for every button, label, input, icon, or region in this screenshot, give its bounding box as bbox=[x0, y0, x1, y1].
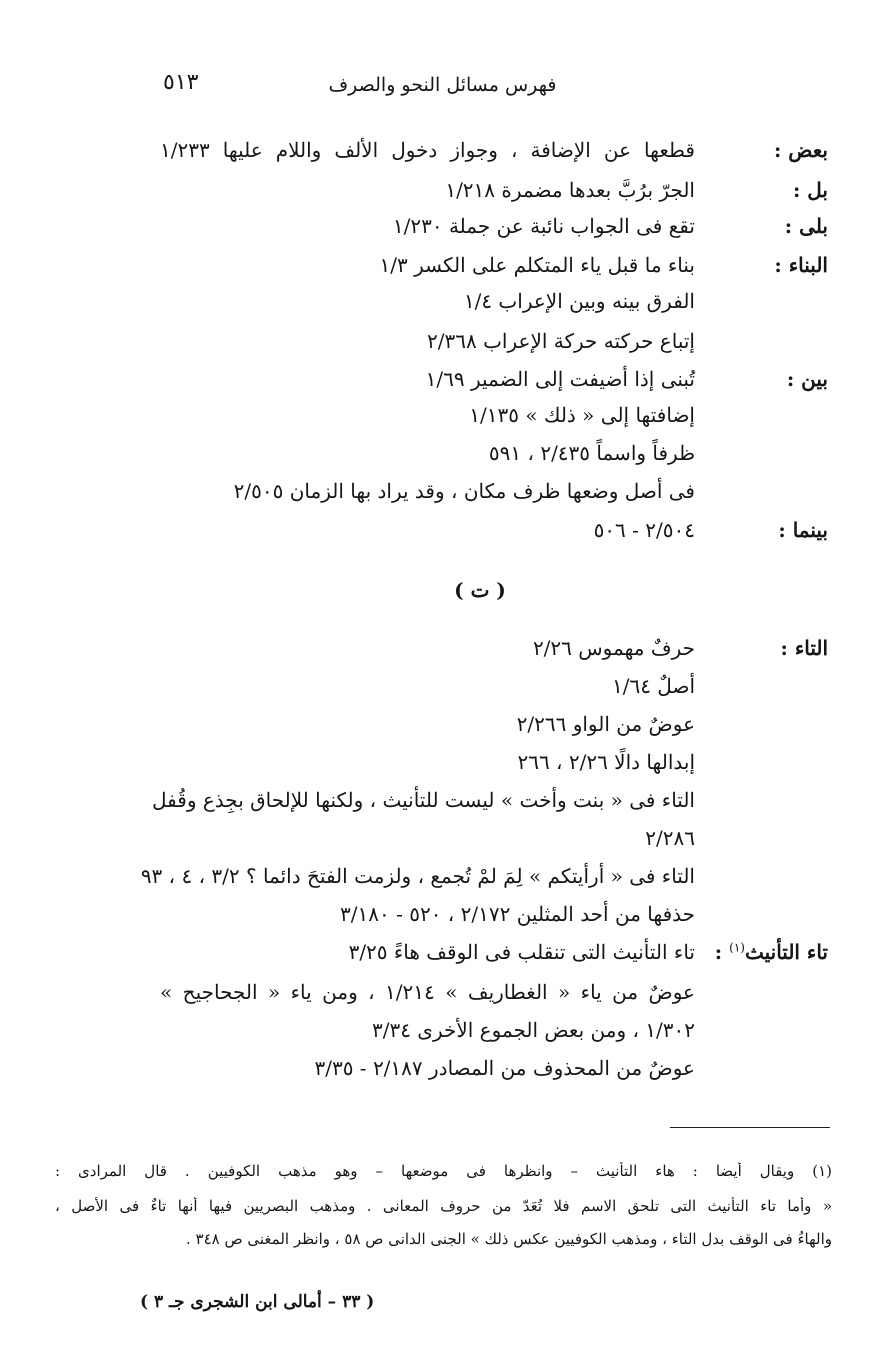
entry-line: تُبنى إذا أضيفت إلى الضمير ١/٦٩ bbox=[425, 367, 695, 391]
footnote-divider bbox=[670, 1127, 830, 1128]
headword-text: تاء التأنيث bbox=[744, 940, 828, 964]
entry-line: إبدالها دالًا ٢/٢٦ ، ٢٦٦ bbox=[517, 750, 695, 774]
page-number: ٥١٣ bbox=[163, 70, 199, 95]
entry-line: التاء فى « بنت وأخت » ليست للتأنيث ، ولكنها للإلحاق بجِذع وقُفل bbox=[152, 788, 695, 812]
page-header-title: فهرس مسائل النحو والصرف bbox=[328, 74, 557, 96]
printer-signature: ( ٣٣ – أمالى ابن الشجرى جـ ٣ ) bbox=[140, 1292, 375, 1312]
headword-baad: بعض : bbox=[773, 138, 828, 162]
headword-bala: بلى : bbox=[784, 214, 828, 238]
entry-line: عوضٌ من ياء « الغطاريف » ١/٢١٤ ، ومن ياء « الجحاجيح » bbox=[160, 980, 695, 1004]
footnote-line: « وأما تاء التأنيث التى تلحق الاسم فلا تُعَدّ من حروف المعانى . ومذهب البصريين فيها أنها تاءٌ فى الأصل ، bbox=[55, 1197, 832, 1215]
section-heading: ( ت ) bbox=[454, 578, 506, 602]
entry-line: إتباع حركته حركة الإعراب ٢/٣٦٨ bbox=[427, 329, 695, 353]
entry-line: أصلٌ ١/٦٤ bbox=[611, 674, 695, 698]
entry-line: ٢/٢٨٦ bbox=[645, 826, 695, 850]
entry-line: حذفها من أحد المثلين ٢/١٧٢ ، ٥٢٠ - ٣/١٨٠ bbox=[340, 902, 695, 926]
entry-line: حرفٌ مهموس ٢/٢٦ bbox=[532, 636, 695, 660]
headword-bayn: بين : bbox=[786, 367, 828, 391]
headword-colon: : bbox=[714, 940, 730, 964]
entry-line: ٢/٥٠٤ - ٥٠٦ bbox=[593, 518, 695, 542]
footnote-line: والهاءُ فى الوقف بدل التاء ، ومذهب الكوفيين عكس ذلك » الجنى الدانى ص ٥٨ ، وانظر المغنى ص ٣٤٨ . bbox=[186, 1230, 832, 1248]
entry-line: ظرفاً واسماً ٢/٤٣٥ ، ٥٩١ bbox=[488, 441, 695, 465]
headword-bal: بل : bbox=[792, 178, 828, 202]
entry-line: ١/٣٠٢ ، ومن بعض الجموع الأخرى ٣/٣٤ bbox=[371, 1018, 695, 1042]
footnote-marker: (١) bbox=[729, 940, 745, 955]
entry-line: إضافتها إلى « ذلك » ١/١٣٥ bbox=[469, 403, 695, 427]
headword-baynama: بينما : bbox=[778, 518, 828, 542]
entry-line: تقع فى الجواب نائبة عن جملة ١/٢٣٠ bbox=[392, 214, 695, 238]
footnote-line: (١) ويقال أيضا : هاء التأنيث – وانظرها فى موضعها – وهو مذهب الكوفيين . قال المرادى : bbox=[55, 1162, 832, 1180]
entry-line: تاء التأنيث التى تنقلب فى الوقف هاءً ٣/٢٥ bbox=[348, 940, 695, 964]
entry-line: الجرّ برُبَّ بعدها مضمرة ١/٢١٨ bbox=[445, 178, 695, 202]
entry-line: فى أصل وضعها ظرف مكان ، وقد يراد بها الزمان ٢/٥٠٥ bbox=[233, 479, 695, 503]
entry-line: عوضٌ من المحذوف من المصادر ٢/١٨٧ - ٣/٣٥ bbox=[314, 1056, 695, 1080]
entry-line: قطعها عن الإضافة ، وجواز دخول الألف واللام عليها ١/٢٣٣ bbox=[160, 138, 695, 162]
headword-taa: التاء : bbox=[780, 636, 828, 660]
entry-line: التاء فى « أرأيتكم » لِمَ لمْ تُجمع ، ولزمت الفتحَ دائما ؟ ٣/٢ ، ٤ ، ٩٣ bbox=[140, 864, 695, 888]
entry-line: عوضٌ من الواو ٢/٢٦٦ bbox=[516, 712, 695, 736]
headword-binaa: البناء : bbox=[774, 253, 828, 277]
entry-line: الفرق بينه وبين الإعراب ١/٤ bbox=[463, 289, 695, 313]
headword-taa-tanith bbox=[708, 940, 828, 964]
entry-line: بناء ما قبل ياء المتكلم على الكسر ١/٣ bbox=[379, 253, 695, 277]
